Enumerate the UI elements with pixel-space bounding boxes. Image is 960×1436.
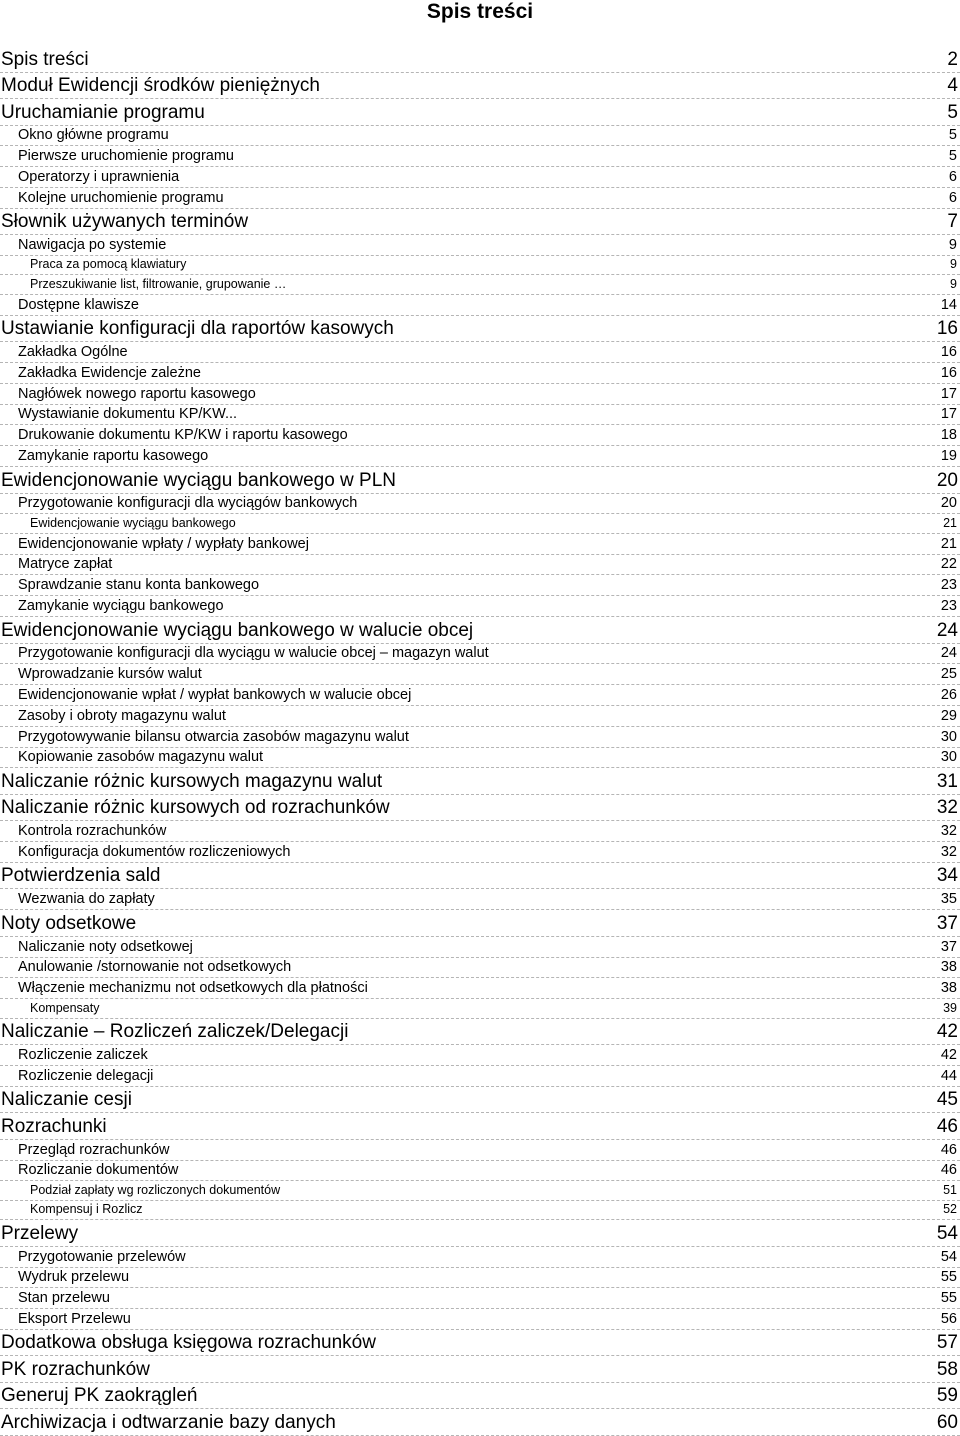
toc-entry[interactable] [0,795,960,822]
toc-entry[interactable] [0,1268,960,1289]
toc-entry-page: 6 [948,168,957,185]
toc-entry-title: Zakładka Ewidencje zależne [18,364,201,381]
toc-entry-page: 23 [940,577,957,594]
toc-entry-page: 30 [940,728,957,745]
toc-entry-page: 38 [940,980,957,997]
toc-entry[interactable] [0,910,960,937]
toc-entry-title: Rozrachunki [1,1115,107,1137]
table-of-contents [0,46,960,1436]
toc-entry[interactable] [0,1356,960,1383]
toc-entry-page: 39 [943,1000,957,1015]
toc-entry[interactable] [0,295,960,316]
toc-entry-title: Sprawdzanie stanu konta bankowego [18,577,260,594]
toc-entry-title: Przygotowanie konfiguracji dla wyciągu w walucie obcej – magazyn walut [18,645,489,662]
toc-entry[interactable] [0,446,960,467]
toc-entry-page: 59 [936,1385,958,1407]
toc-entry-page: 9 [950,276,957,291]
toc-entry-page: 4 [947,75,958,96]
toc-entry-title: Eksport Przelewu [18,1310,131,1327]
toc-entry[interactable] [0,99,960,126]
toc-entry[interactable] [0,685,960,706]
toc-entry-title: Ewidencjonowanie wpłaty / wypłaty bankowej [18,535,309,552]
toc-entry[interactable] [0,958,960,979]
toc-entry[interactable] [0,1019,960,1046]
toc-entry-title: PK rozrachunków [1,1358,150,1380]
toc-entry-title: Potwierdzenia sald [1,865,161,887]
toc-entry-page: 37 [936,912,958,934]
toc-entry-page: 35 [940,891,957,908]
toc-entry-title: Ewidencjonowanie wyciągu bankowego w walucie obcej [1,619,474,641]
toc-entry-title: Naliczanie różnic kursowych magazynu walut [1,770,383,792]
toc-entry-page: 51 [943,1182,957,1197]
toc-entry[interactable] [0,1161,960,1182]
toc-entry-title: Matryce zapłat [18,556,113,573]
toc-entry-page: 6 [948,189,957,206]
toc-entry[interactable] [0,1045,960,1066]
toc-entry[interactable] [0,188,960,209]
toc-entry-page: 24 [940,645,957,662]
toc-entry-title: Naliczanie – Rozliczeń zaliczek/Delegacji [1,1021,349,1043]
toc-entry-page: 17 [940,406,957,423]
toc-entry-title: Zamykanie wyciągu bankowego [18,598,224,615]
toc-entry-page: 18 [940,427,957,444]
toc-entry-page: 55 [940,1290,957,1307]
toc-entry[interactable] [0,1201,960,1221]
toc-entry[interactable] [0,534,960,555]
toc-entry-title: Generuj PK zaokrągleń [1,1385,198,1407]
toc-entry-title: Ewidencjonowanie wpłat / wypłat bankowych w walucie obcej [18,686,412,703]
toc-entry-page: 38 [940,959,957,976]
toc-entry[interactable] [0,126,960,147]
toc-entry[interactable] [0,821,960,842]
toc-entry[interactable] [0,1181,960,1201]
toc-entry[interactable] [0,1309,960,1330]
toc-entry-title: Zakładka Ogólne [18,344,128,361]
toc-entry-title: Ewidencjonowanie wyciągu bankowego w PLN [1,469,397,491]
toc-entry-page: 24 [936,619,958,641]
toc-entry-page: 45 [936,1089,958,1111]
toc-entry-title: Wystawianie dokumentu KP/KW... [18,406,238,423]
toc-entry-page: 32 [940,823,957,840]
toc-entry[interactable] [0,617,960,644]
toc-entry-page: 5 [948,148,957,165]
toc-entry[interactable] [0,596,960,617]
toc-entry-page: 30 [940,749,957,766]
toc-entry-title: Pierwsze uruchomienie programu [18,148,234,165]
toc-entry-page: 7 [947,211,958,233]
toc-entry-title: Okno główne programu [18,127,169,144]
toc-entry[interactable] [0,1330,960,1357]
toc-entry-title: Zamykanie raportu kasowego [18,448,209,465]
toc-entry-page: 60 [936,1411,958,1433]
toc-entry-page: 9 [950,257,957,272]
toc-entry-title: Dodatkowa obsługa księgowa rozrachunków [1,1332,376,1354]
toc-entry[interactable] [0,275,960,295]
toc-entry[interactable] [0,425,960,446]
toc-entry[interactable] [0,706,960,727]
toc-entry-title: Nawigacja po systemie [18,236,167,253]
toc-entry-page: 57 [936,1332,958,1354]
toc-entry-title: Nagłówek nowego raportu kasowego [18,385,256,402]
toc-entry-title: Praca za pomocą klawiatury [30,257,187,272]
toc-entry-page: 22 [940,556,957,573]
toc-entry[interactable] [0,146,960,167]
toc-entry-title: Noty odsetkowe [1,912,137,934]
toc-entry-title: Operatorzy i uprawnienia [18,168,180,185]
toc-entry-title: Przygotowywanie bilansu otwarcia zasobów magazynu walut [18,728,409,745]
toc-entry-title: Przelewy [1,1222,79,1244]
toc-entry-title: Wydruk przelewu [18,1269,130,1286]
toc-entry-page: 34 [936,865,958,887]
toc-entry-title: Rozliczanie dokumentów [18,1162,179,1179]
toc-entry-page: 31 [936,770,958,792]
toc-entry-page: 37 [940,938,957,955]
toc-entry-page: 20 [940,495,957,512]
toc-entry-title: Konfiguracja dokumentów rozliczeniowych [18,843,291,860]
toc-entry-title: Podział zapłaty wg rozliczonych dokumentów [30,1182,281,1197]
toc-entry[interactable] [0,664,960,685]
toc-entry-title: Naliczanie noty odsetkowej [18,938,193,955]
toc-entry-title: Rozliczenie zaliczek [18,1046,148,1063]
toc-entry-title: Naliczanie cesji [1,1089,132,1111]
toc-entry-page: 52 [943,1202,957,1217]
toc-entry-title: Wprowadzanie kursów walut [18,666,202,683]
toc-entry-page: 17 [940,385,957,402]
toc-entry-title: Kompensuj i Rozlicz [30,1202,143,1217]
toc-entry-page: 23 [940,598,957,615]
toc-entry[interactable] [0,494,960,515]
toc-entry-title: Kompensaty [30,1000,100,1015]
toc-entry[interactable] [0,978,960,999]
toc-entry[interactable] [0,1087,960,1114]
toc-entry-page: 9 [948,236,957,253]
toc-entry[interactable] [0,863,960,890]
toc-entry-title: Dostępne klawisze [18,296,139,313]
toc-entry-page: 42 [936,1021,958,1043]
toc-entry[interactable] [0,167,960,188]
toc-entry-title: Naliczanie różnic kursowych od rozrachunków [1,797,390,819]
toc-entry[interactable] [0,363,960,384]
toc-entry[interactable] [0,209,960,236]
toc-entry-title: Archiwizacja i odtwarzanie bazy danych [1,1411,336,1433]
toc-entry-title: Drukowanie dokumentu KP/KW i raportu kasowego [18,427,348,444]
toc-entry-page: 5 [947,101,958,123]
toc-entry[interactable] [0,235,960,256]
toc-entry-page: 58 [936,1358,958,1380]
toc-entry[interactable] [0,514,960,534]
toc-entry-page: 46 [936,1115,958,1137]
toc-entry-page: 16 [936,318,958,340]
toc-entry-title: Ewidencjowanie wyciągu bankowego [30,515,236,530]
toc-entry-page: 14 [940,296,957,313]
toc-entry[interactable] [0,1066,960,1087]
toc-entry-page: 19 [940,448,957,465]
toc-entry[interactable] [0,748,960,769]
toc-entry-title: Zasoby i obroty magazynu walut [18,707,226,724]
toc-entry-page: 21 [943,515,957,530]
toc-entry[interactable] [0,727,960,748]
toc-entry-page: 56 [940,1310,957,1327]
toc-entry[interactable] [0,46,960,73]
toc-entry[interactable] [0,999,960,1019]
toc-entry-page: 20 [936,469,958,491]
toc-entry-title: Wezwania do zapłaty [18,891,155,908]
toc-entry-page: 42 [940,1046,957,1063]
toc-entry[interactable] [0,384,960,405]
toc-entry-title: Rozliczenie delegacji [18,1067,154,1084]
toc-entry[interactable] [0,316,960,343]
toc-entry-title: Spis treści [1,48,89,70]
toc-entry[interactable] [0,1247,960,1268]
toc-entry-page: 2 [947,48,958,70]
toc-entry-title: Przygotowanie przelewów [18,1248,186,1265]
toc-entry[interactable] [0,937,960,958]
page-title: Spis treści [426,0,534,23]
toc-entry[interactable] [0,555,960,576]
toc-entry-page: 25 [940,666,957,683]
toc-entry-title: Stan przelewu [18,1290,110,1307]
toc-entry-page: 46 [940,1162,957,1179]
toc-entry-page: 54 [936,1222,958,1244]
toc-entry-title: Anulowanie /stornowanie not odsetkowych [18,959,292,976]
toc-entry-page: 32 [936,797,958,819]
toc-entry[interactable] [0,1220,960,1247]
toc-entry[interactable] [0,256,960,276]
toc-entry-page: 21 [940,535,957,552]
toc-entry[interactable] [0,1383,960,1410]
toc-entry[interactable] [0,575,960,596]
toc-entry[interactable] [0,405,960,426]
toc-entry[interactable] [0,467,960,494]
toc-entry-page: 29 [940,707,957,724]
toc-entry-title: Kontrola rozrachunków [18,823,167,840]
toc-entry-title: Przegląd rozrachunków [18,1141,170,1158]
toc-entry-title: Przeszukiwanie list, filtrowanie, grupowanie … [30,276,287,291]
toc-entry[interactable] [0,842,960,863]
toc-entry-title: Słownik używanych terminów [1,211,249,233]
toc-entry[interactable] [0,768,960,795]
toc-entry-page: 46 [940,1141,957,1158]
toc-entry-page: 26 [940,686,957,703]
toc-entry-title: Kolejne uruchomienie programu [18,189,224,206]
toc-entry-title: Kopiowanie zasobów magazynu walut [18,749,264,766]
toc-entry[interactable] [0,342,960,363]
toc-entry-page: 16 [940,344,957,361]
toc-entry-page: 54 [940,1248,957,1265]
toc-entry-title: Uruchamianie programu [1,101,205,123]
toc-entry-page: 32 [940,843,957,860]
toc-entry-title: Przygotowanie konfiguracji dla wyciągów bankowych [18,495,358,512]
toc-entry[interactable] [0,644,960,665]
toc-entry-page: 55 [940,1269,957,1286]
toc-entry[interactable] [0,889,960,910]
toc-entry[interactable] [0,1113,960,1140]
toc-entry[interactable] [0,73,960,100]
toc-entry-title: Moduł Ewidencji środków pieniężnych [1,75,320,96]
toc-entry-title: Ustawianie konfiguracji dla raportów kasowych [1,318,394,340]
toc-entry-page: 16 [940,364,957,381]
toc-entry-title: Włączenie mechanizmu not odsetkowych dla płatności [18,980,368,997]
toc-entry-page: 44 [940,1067,957,1084]
toc-entry[interactable] [0,1140,960,1161]
toc-entry[interactable] [0,1288,960,1309]
toc-entry-page: 5 [948,127,957,144]
